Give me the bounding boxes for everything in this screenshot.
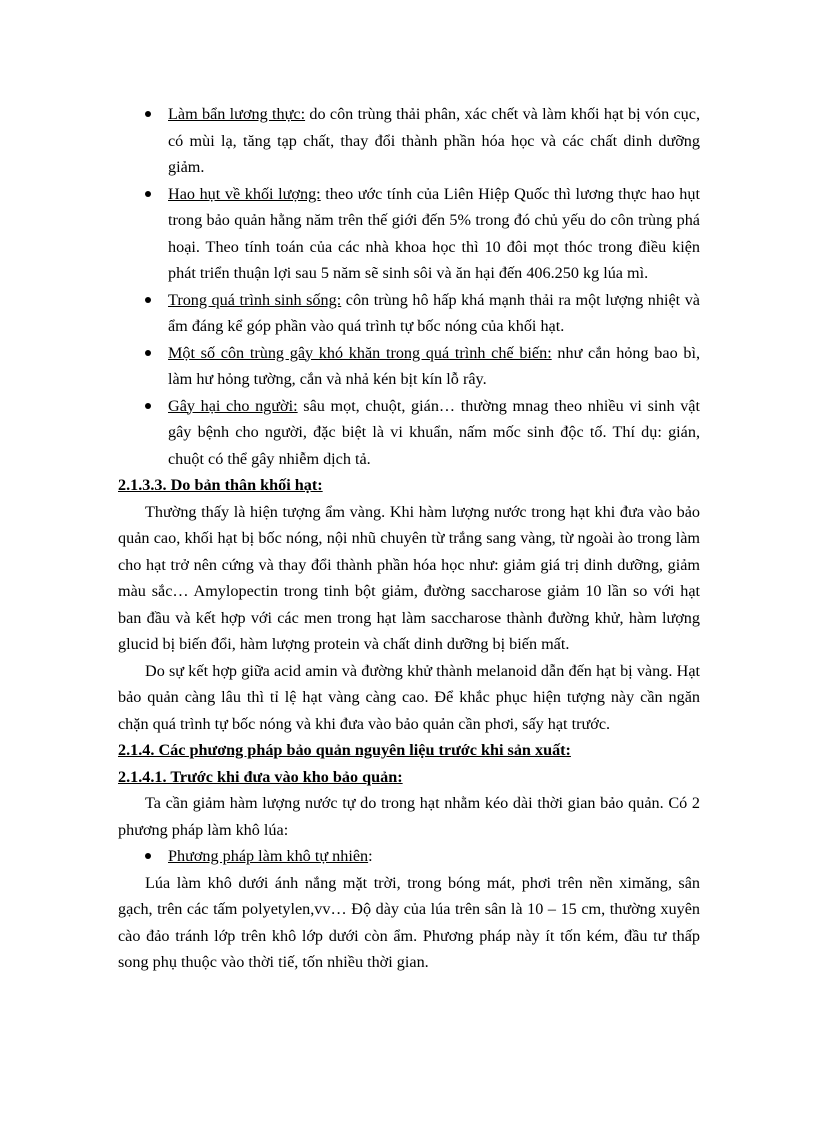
list-item-suffix: : [368,847,373,865]
paragraph: Ta cần giảm hàm lượng nước tự do trong hạt nhằm kéo dài thời gian bảo quản. Có 2 phương pháp làm khô lúa: [118,794,700,839]
page-content [118,101,700,976]
section-heading-2141: 2.1.4.1. Trước khi đưa vào kho bảo quản: [118,767,403,786]
list-item-title: Phương pháp làm khô tự nhiên [168,847,369,865]
bullet-icon [145,111,151,117]
bullet-icon [145,853,151,859]
paragraph: Thường thấy là hiện tượng ẩm vàng. Khi hàm lượng nước trong hạt khi đưa vào bảo quản cao, khối hạt bị bốc nóng, nội nhũ chuyên từ trắng sang vàng, từ ngoài ào trong làm cho hạt trở nên cứng và thay đổi thành phần hóa học như: giảm giá trị dinh dưỡng, giảm màu sắc… Amylopectin trong tinh bột giảm, đường saccharose giảm 10 lần so với hạt ban đầu và kết hợp với các men trong hạt làm saccharose thành đường khử, hàm lượng glucid bị biến đổi, hàm lượng protein và chất dinh dưỡng bị biến mất. [118,502,700,653]
paragraph: Lúa làm khô dưới ánh nắng mặt trời, trong bóng mát, phơi trên nền ximăng, sân gạch, trên các tấm polyetylen,vv… Độ dày của lúa trên sân là 10 – 15 cm, thường xuyên cào đảo tránh lớp trên khô lớp dưới còn ẩm. Phương pháp này ít tốn kém, đầu tư thấp song phụ thuộc vào thời tiế, tốn nhiều thời gian. [118,873,700,971]
list-item [118,340,700,393]
list-item-text: như cắn hỏng bao bì, làm hư hỏng tường, cắn và nhả kén bịt kín lỗ rây. [168,343,700,388]
list-item-title: Làm bẩn lương thực: [168,105,306,123]
list-item-title: Trong quá trình sinh sống: [168,290,342,309]
section-heading-2133: 2.1.3.3. Do bản thân khối hạt: [118,476,323,494]
list-item-title: Gây hại cho người: [168,396,298,415]
bullet-icon [145,350,151,356]
section-heading-214: 2.1.4. Các phương pháp bảo quản nguyên liệu trước khi sản xuất: [118,741,571,759]
list-item [118,101,700,181]
list-item-text: sâu mọt, chuột, gián… thường mnag theo nhiều vi sinh vật gây bệnh cho người, đặc biệt là vi khuẩn, nấm mốc sinh độc tố. Thí dụ: gián, chuột có thể gây nhiễm dịch tả. [168,396,700,468]
drying-method-list [118,843,700,870]
bullet-icon [145,297,151,303]
bullet-icon [145,191,151,197]
bullet-icon [145,403,151,409]
list-item [118,287,700,340]
paragraph: Do sự kết hợp giữa acid amin và đường khử thành melanoid dẫn đến hạt bị vàng. Hạt bảo quản càng lâu thì tỉ lệ hạt vàng càng cao. Để khắc phục hiện tượng này cần ngăn chặn quá trình tự bốc nóng và khi đưa vào bảo quản cần phơi, sấy hạt trước. [118,661,700,733]
list-item-text: côn trùng hô hấp khá mạnh thải ra một lượng nhiệt và ẩm đáng kể góp phần vào quá trình tự bốc nóng của khối hạt. [168,290,700,335]
list-item [118,181,700,287]
insect-damage-list [118,101,700,472]
list-item [118,843,700,870]
list-item-text: do côn trùng thải phân, xác chết và làm khối hạt bị vón cục, có mùi lạ, tăng tạp chất, thay đổi thành phần hóa học và các chất dinh dưỡng giảm. [168,105,700,176]
list-item-text: theo ước tính của Liên Hiệp Quốc thì lương thực hao hụt trong bảo quản hằng năm trên thế giới đến 5% trong đó chủ yếu do côn trùng phá hoại. Theo tính toán của các nhà khoa học thì 10 đôi mọt thóc trong điều kiện phát triển thuận lợi sau 5 năm sẽ sinh sôi và ăn hại đến 406.250 kg lúa mì. [168,184,700,282]
list-item-title: Hao hụt về khối lượng: [168,184,321,203]
list-item [118,393,700,473]
list-item-title: Một số côn trùng gây khó khăn trong quá trình chế biến: [168,343,552,362]
